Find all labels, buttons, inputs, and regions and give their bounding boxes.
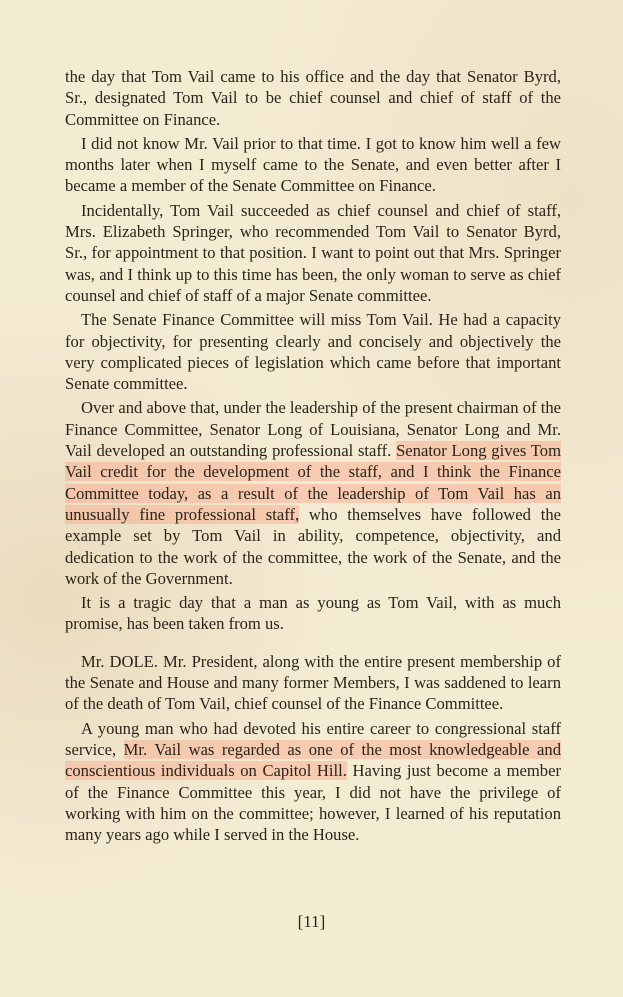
text-segment: It is a tragic day that a man as young as Tom Vail, with as much promise, has been taken from us. (65, 593, 561, 634)
text-segment: A young man who had devoted his entire career to congressional staff service, (65, 718, 561, 759)
text-segment: The Senate Finance Committee will miss Tom Vail. He had a capacity for objectivity, for presenting clearly and concisely and objectively the very complicated pieces of legislation which came before that important Senate committee. (65, 310, 561, 394)
text-segment: Incidentally, Tom Vail succeeded as chief counsel and chief of staff, Mrs. Elizabeth Springer, who recommended Tom Vail to Senator Byrd, Sr., for appointment to that position. I want to point out that Mrs. Springer was, and I think up to this time has been, the only woman to serve as chief counsel and chief of staff of a major Senate committee. (65, 200, 561, 305)
paragraph (65, 200, 561, 306)
paragraph (65, 397, 561, 589)
paragraph (65, 718, 561, 846)
paragraph-speaker (65, 651, 561, 715)
speaker-name: Mr. DOLE. (81, 651, 158, 671)
body-text (65, 66, 561, 845)
paragraph-continuation (65, 66, 561, 130)
text-segment: Mr. President, along with the entire present membership of the Senate and House and many former Members, I was saddened to learn of the death of Tom Vail, chief counsel of the Finance Committee. (65, 651, 561, 714)
text-segment: the day that Tom Vail came to his office and the day that Senator Byrd, Sr., designated Tom Vail to be chief counsel and chief of staff of the Committee on Finance. (65, 67, 561, 129)
highlighted-text: Senator Long gives Tom Vail credit for the development of the staff, and I think the Finance Committee today, as a result of the leadership of Tom Vail has an unusually fine professional staff, (65, 441, 561, 524)
highlighted-text: Mr. Vail was regarded as one of the most knowledgeable and conscientious individuals on Capitol Hill. (65, 739, 561, 781)
paragraph (65, 133, 561, 197)
section-gap (65, 635, 561, 651)
page-number: [11] (297, 912, 326, 931)
text-segment: I did not know Mr. Vail prior to that time. I got to know him well a few months later when I myself came to the Senate, and even better after I became a member of the Senate Committee on Finance. (65, 133, 561, 196)
paragraph (65, 309, 561, 394)
text-segment: who themselves have followed the example set by Tom Vail in ability, competence, objectivity, and dedication to the work of the committee, the work of the Senate, and the work of the Government. (65, 504, 561, 588)
paragraph (65, 592, 561, 635)
text-segment: Having just become a member of the Finance Committee this year, I did not have the privilege of working with him on the committee; however, I learned of his reputation many years ago while I served in the House. (65, 761, 561, 845)
text-segment: Over and above that, under the leadership of the present chairman of the Finance Committee, Senator Long of Louisiana, Senator Long and Mr. Vail developed an outstanding professional staff. (65, 398, 561, 461)
